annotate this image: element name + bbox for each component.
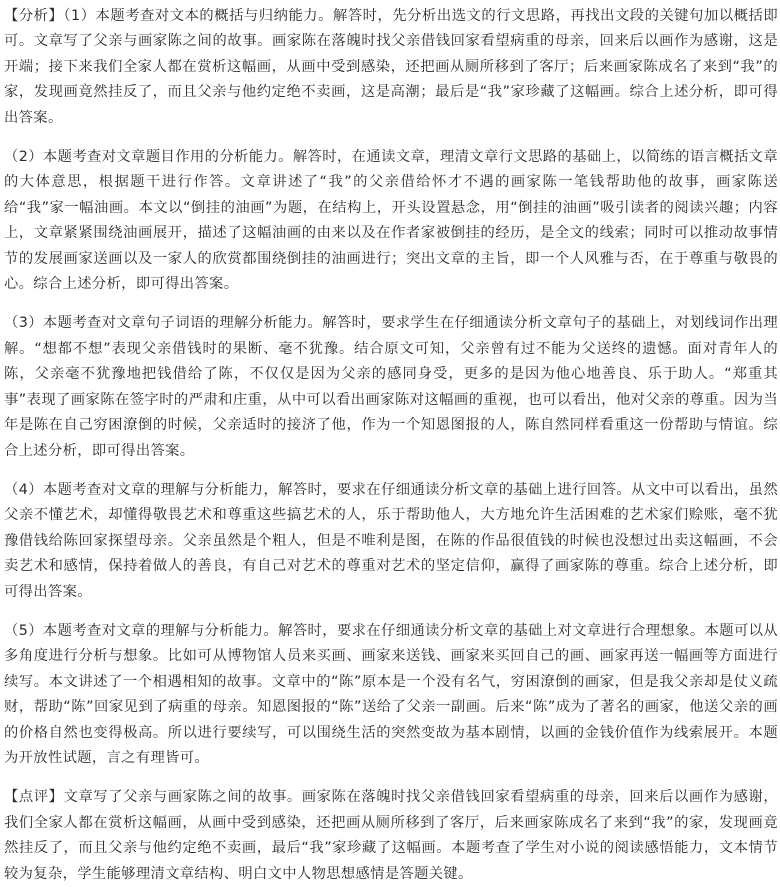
comment-paragraph: 【点评】文章写了父亲与画家陈之间的故事。画家陈在落魄时找父亲借钱回家看望病重的母亲，回来后以画作为感谢，我们全家人都在赏析这幅画，从画中受到感染，还把画从厕所移到了客厅，后来画家陈成名了来到“我”的家，发现画竟然挂反了，而且父亲与他约定绝不卖画，最后“我”家珍藏了这幅画。本题考查了学生对小说的阅读感悟能力，文本情节较为复杂，学生能够理清文章结构、明白文中人物思想感情是答题关键。 bbox=[4, 789, 778, 882]
analysis-paragraph-5: （5）本题考查对文章的理解与分析能力。解答时，要求在仔细通读分析文章的基础上对文章进行合理想象。本题可以从多角度进行分析与想象。比如可从博物馆人员来买画、画家来送钱、画家来买回自己的画、画家再送一幅画等方面进行续写。本文讲述了一个相遇相知的故事。文章中的“陈”原本是一个没有名气，穷困潦倒的画家，但是我父亲却是仗义疏财，帮助“陈”回家见到了病重的母亲。知恩图报的“陈”送给了父亲一副画。后来“陈”成为了著名的画家，他送父亲的画的价格自然也变得极高。所以进行要续写，可以围绕生活的突然变故为基本剧情，以画的金钱价值作为线索展开。本题为开放性试题，言之有理皆可。 bbox=[4, 622, 778, 766]
analysis-paragraph-2: （2）本题考查对文章题目作用的分析能力。解答时，在通读文章，理清文章行文思路的基础上，以简练的语言概括文章的大体意思，根据题干进行作答。文章讲述了“我”的父亲借给怀才不遇的画家陈一笔钱帮助他的故事，画家陈送给“我”家一幅油画。本文以“倒挂的油画”为题，在结构上，开头设置悬念，用“倒挂的油画”吸引读者的阅读兴趣；内容上，文章紧紧围绕油画展开，描述了这幅油画的由来以及在作者家被倒挂的经历，是全文的线索；同时可以推动故事情节的发展画家送画以及一家人的欣赏都围绕倒挂的油画进行；突出文章的主旨，即一个人风雅与否，在于尊重与敬畏的心。综合上述分析，即可得出答案。 bbox=[4, 149, 778, 293]
analysis-paragraph-4: （4）本题考查对文章的理解与分析能力，解答时，要求在仔细通读分析文章的基础上进行回答。从文中可以看出，虽然父亲不懂艺术，却懂得敬畏艺术和尊重这些搞艺术的人，乐于帮助他人，大方地允许生活困难的艺术家们赊账，毫不犹豫借钱给陈回家探望母亲。父亲虽然是个粗人，但是不唯利是图，在陈的作品很值钱的时候也没想过出卖这幅画，不会卖艺术和感情，保持着做人的善良，有自己对艺术的尊重对艺术的坚定信仰，赢得了画家陈的尊重。综合上述分析，即可得出答案。 bbox=[4, 481, 778, 600]
analysis-paragraph-1: 【分析】（1）本题考查对文本的概括与归纳能力。解答时，先分析出选文的行文思路，再找出文段的关键句加以概括即可。文章写了父亲与画家陈之间的故事。画家陈在落魄时找父亲借钱回家看望病重的母亲，回来后以画作为感谢，这是开端；接下来我们全家人都在赏析这幅画，从画中受到感染，还把画从厕所移到了客厅；后来画家陈成名了来到“我”的家，发现画竟然挂反了，而且父亲与他约定绝不卖画，这是高潮；最后是“我”家珍藏了这幅画。综合上述分析，即可得出答案。 bbox=[4, 8, 778, 126]
analysis-paragraph-3: （3）本题考查对文章句子词语的理解分析能力。解答时，要求学生在仔细通读分析文章句子的基础上，对划线词作出理解。“想都不想”表现父亲借钱时的果断、毫不犹豫。结合原文可知，父亲曾有过不能为父送终的遗憾。面对青年人的陈，父亲毫不犹豫地把钱借给了陈，不仅仅是因为父亲的感同身受，更多的是因为他心地善良、乐于助人。“郑重其事”表现了画家陈在签字时的严肃和庄重，从中可以看出画家陈对这幅画的重视，也可以看出，他对父亲的尊重。因为当年是陈在自己穷困潦倒的时候，父亲适时的接济了他，作为一个知恩图报的人，陈自然同样看重这一份帮助与情谊。综合上述分析，即可得出答案。 bbox=[4, 315, 778, 459]
